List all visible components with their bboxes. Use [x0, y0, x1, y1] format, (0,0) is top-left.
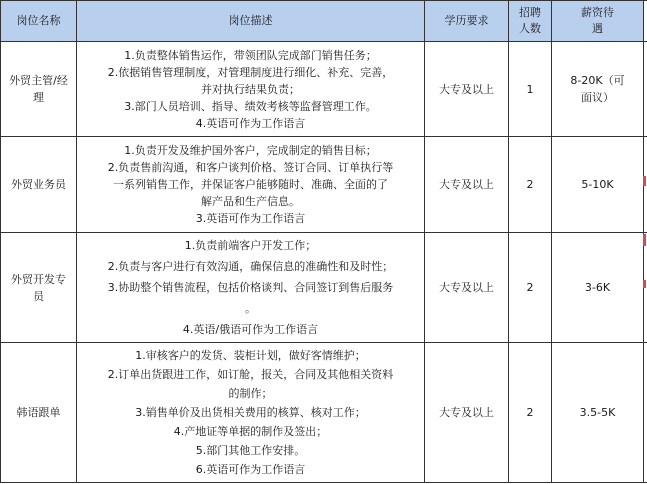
table-header-row: [1, 1, 647, 42]
desc-line: 1.负责整体销售运作，带领团队完成部门销售任务；: [124, 48, 377, 62]
table-row: [1, 343, 647, 483]
desc-line: 2.负责售前沟通，和客户谈判价格、签订合同、订单执行等: [107, 161, 394, 174]
desc-line: 4.英语可作为工作语言: [195, 116, 306, 130]
desc-line: 4.产地证等单据的制作及签出；: [173, 425, 328, 438]
edge-marker: [643, 234, 646, 246]
desc-line: 一系列销售工作，并保证客户能够随时、准确、全面的了: [113, 178, 388, 191]
header-salary: 薪资待遇: [552, 1, 644, 42]
job-description: [77, 233, 425, 343]
desc-line: 5.部门其他工作安排。: [195, 444, 306, 457]
header-job-name: 岗位名称: [1, 1, 77, 42]
table-row: [1, 137, 647, 233]
headcount: 2: [509, 137, 552, 233]
desc-line: 2.依据销售管理制度，对管理制度进行细化、补充、完善，: [107, 65, 394, 79]
education: 大专及以上: [425, 137, 509, 233]
salary: 8-20K（可面议）: [552, 42, 644, 137]
desc-line: 解产品和生产信息。: [201, 195, 300, 208]
desc-line: 4.英语/俄语可作为工作语言: [182, 323, 319, 336]
header-side: [644, 1, 647, 42]
desc-line: 2.订单出货跟进工作，如订舱，报关，合同及其他相关资料: [107, 368, 394, 381]
desc-line: 2.负责与客户进行有效沟通，确保信息的准确性和及时性；: [107, 260, 394, 273]
edge-marker: [643, 176, 646, 186]
salary: 3-6K: [552, 233, 644, 343]
job-name: 韩语跟单: [1, 343, 77, 483]
desc-line: 并对执行结果负责；: [201, 82, 300, 96]
job-description: [77, 137, 425, 233]
table-row: [1, 42, 647, 137]
desc-line: 3.部门人员培训、指导、绩效考核等监督管理工作。: [124, 99, 377, 113]
salary: 3.5-5K: [552, 343, 644, 483]
desc-line: 3.协助整个销售流程，包括价格谈判、合同签订到售后服务: [107, 281, 394, 294]
job-name: 外贸开发专员: [1, 233, 77, 343]
header-education: 学历要求: [425, 1, 509, 42]
education: 大专及以上: [425, 343, 509, 483]
salary: 5-10K: [552, 137, 644, 233]
headcount: 2: [509, 343, 552, 483]
table-row: [1, 233, 647, 343]
education: 大专及以上: [425, 233, 509, 343]
headcount: 2: [509, 233, 552, 343]
education: 大专及以上: [425, 42, 509, 137]
header-job-desc: 岗位描述: [77, 1, 425, 42]
desc-line: 1.负责开发及维护国外客户，完成制定的销售目标；: [124, 144, 377, 157]
job-name: 外贸主管/经理: [1, 42, 77, 137]
desc-line: 1.审核客户的发货、装柜计划，做好客情维护；: [135, 349, 366, 362]
job-description: [77, 343, 425, 483]
job-name: 外贸业务员: [1, 137, 77, 233]
job-description: [77, 42, 425, 137]
desc-line: 3.销售单价及出货相关费用的核算、核对工作；: [135, 406, 366, 419]
desc-line: 的制作；: [228, 387, 273, 400]
headcount: 1: [509, 42, 552, 137]
desc-line: 6.英语可作为工作语言: [195, 463, 306, 476]
edge-marker: [643, 280, 646, 288]
desc-line: 3.英语可作为工作语言: [195, 212, 306, 225]
header-headcount: 招聘人数: [509, 1, 552, 42]
desc-line: 1.负责前端客户开发工作；: [184, 239, 317, 252]
desc-line: 。: [245, 302, 256, 315]
